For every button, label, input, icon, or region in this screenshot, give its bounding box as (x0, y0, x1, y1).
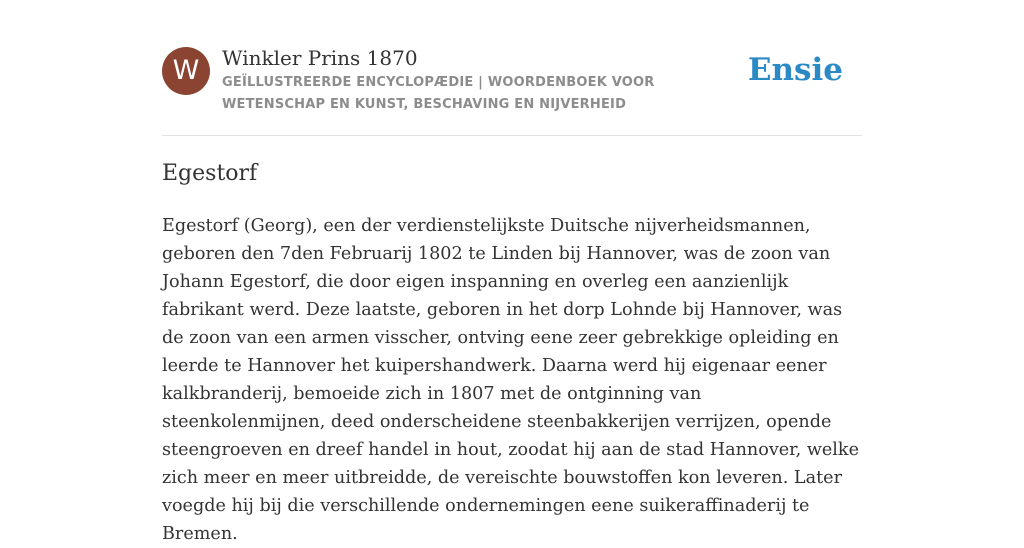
source-subtitle: GEÏLLUSTREERDE ENCYCLOPÆDIE | WOORDENBOEK VOOR WETENSCHAP EN KUNST, BESCHAVING EN NIJVERHEID (222, 75, 655, 112)
entry-title: Egestorf (162, 161, 258, 186)
source-avatar[interactable]: W (162, 47, 210, 95)
source-title[interactable]: Winkler Prins 1870 (222, 46, 418, 70)
ensie-logo[interactable]: Ensie (747, 52, 843, 88)
entry-body: Egestorf (Georg), een der verdienstelijkste Duitsche nijverheidsmannen, geboren den 7den Februarij 1802 te Linden bij Hannover, was de zoon van Johann Egestorf, die door eigen inspanning en overleg een aanzienlijk fabrikant werd. Deze laatste, geboren in het dorp Lohnde bij Hannover, was de zoon van een armen visscher, ontving eene zeer gebrekkige opleiding en leerde te Hannover het kuipershandwerk. Daarna werd hij eigenaar eener kalkbranderij, bemoeide zich in 1807 met de ontginning van steenkolenmijnen, deed onderscheidene steenbakkerijen verrijzen, opende steengroeven en dreef handel in hout, zoodat hij aan de stad Hannover, welke zich meer en meer uitbreidde, de vereischte bouwstoffen kon leveren. Later voegde hij bij die verschillende ondernemingen eene suikeraffinaderij te Bremen. (162, 216, 860, 544)
source-header (162, 44, 862, 136)
